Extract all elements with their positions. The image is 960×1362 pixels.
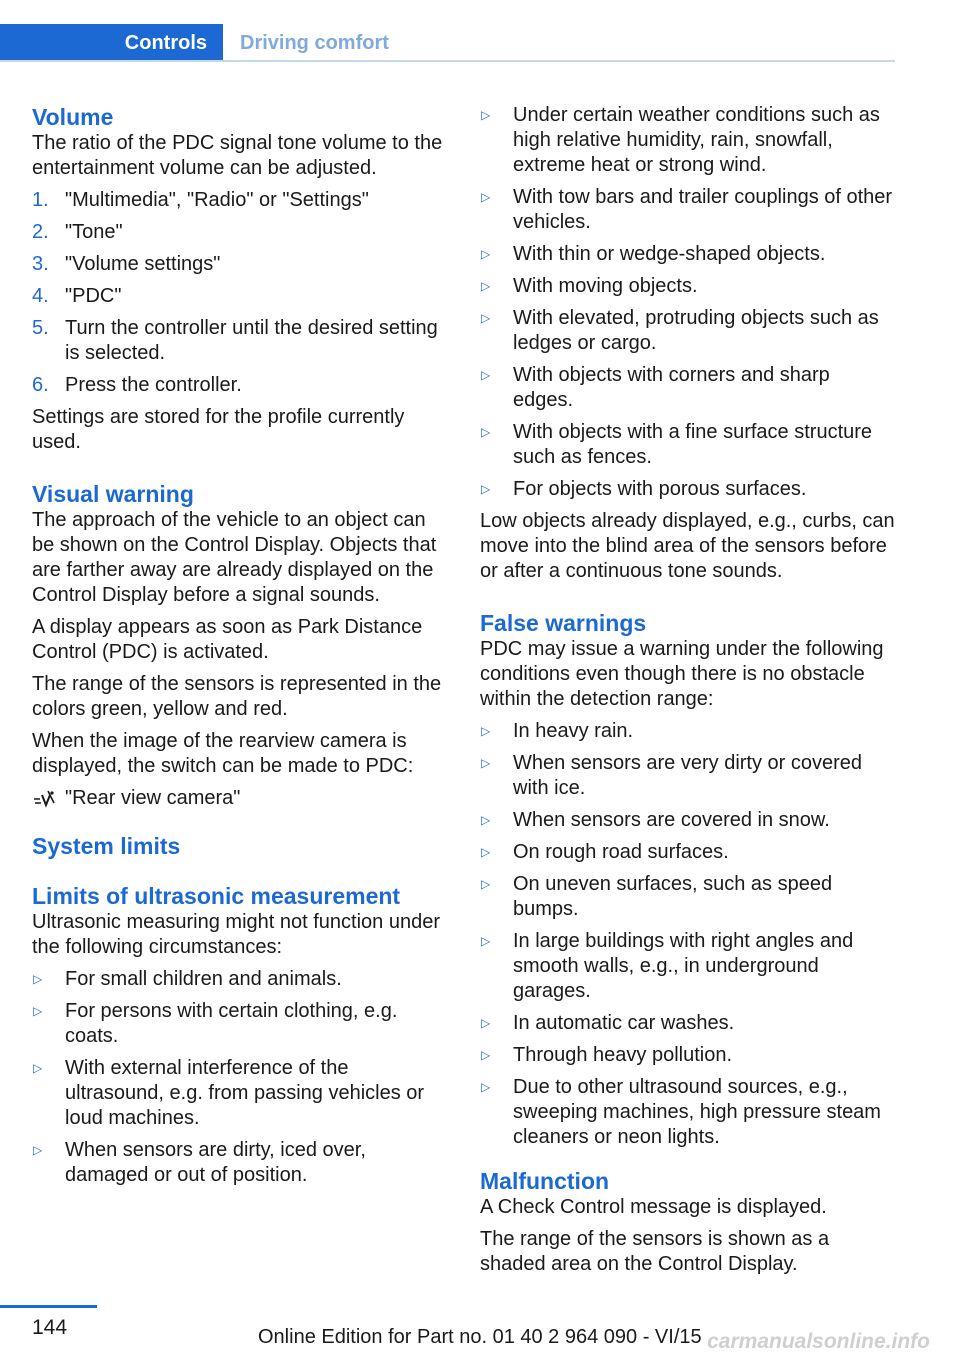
step-item: 4. "PDC" [32,285,122,307]
volume-steps [32,188,447,398]
header-divider [0,60,895,62]
step-item: 1. "Multimedia", "Radio" or "Settings" [32,189,369,211]
list-item: ▷ With thin or wedge-shaped objects. [480,242,895,267]
list-item: ▷ For objects with porous surfaces. [480,477,895,502]
system-limits-heading: System limits [32,833,181,859]
list-item: ▷ Under certain weather conditions such as high relative humidity, rain, snowfall, extreme heat or strong wind. [480,103,895,178]
step-item: 5. Turn the controller until the desired setting is selected. [32,317,438,364]
visual-p4: When the image of the rearview camera is displayed, the switch can be made to PDC: [32,730,414,777]
page-number-bar [0,1305,97,1308]
list-item: ▷ With moving objects. [480,274,895,299]
list-item: ▷ With elevated, protruding objects such as ledges or cargo. [480,306,895,356]
list-item: ▷ In large buildings with right angles and smooth walls, e.g., in underground garages. [480,929,895,1004]
step-item: 3. "Volume settings" [32,253,221,275]
malfunction-p1: A Check Control message is displayed. [480,1196,827,1218]
list-item: ▷ In heavy rain. [480,719,895,744]
false-warnings-heading: False warnings [480,610,647,636]
list-item: ▷ On uneven surfaces, such as speed bumps. [480,872,895,922]
list-item: ▷ When sensors are dirty, iced over, damaged or out of position. [32,1138,447,1188]
volume-note: Settings are stored for the profile currently used. [32,406,405,453]
list-item: ▷ For persons with certain clothing, e.g. coats. [32,999,447,1049]
ultrasonic-intro: Ultrasonic measuring might not function under the following circumstances: [32,911,440,958]
list-item: ▷ With tow bars and trailer couplings of other vehicles. [480,185,895,235]
rear-camera-icon [32,789,56,809]
watermark: carmanualsonline.info [707,1330,930,1353]
step-item: 6. Press the controller. [32,374,242,396]
visual-p3: The range of the sensors is represented in the colors green, yellow and red. [32,673,442,720]
list-item: ▷ In automatic car washes. [480,1011,895,1036]
list-item: ▷ Through heavy pollution. [480,1043,895,1068]
malfunction-heading: Malfunction [480,1168,610,1194]
edition-footer: Online Edition for Part no. 01 40 2 964 090 - VI/15 [258,1326,702,1348]
list-item: ▷ When sensors are very dirty or covered with ice. [480,751,895,801]
list-item: ▷ On rough road surfaces. [480,840,895,865]
malfunction-p2: The range of the sensors is shown as a shaded area on the Control Display. [480,1228,830,1275]
list-item: ▷ When sensors are covered in snow. [480,808,895,833]
page-header [0,24,895,62]
rear-camera-row [32,786,447,811]
false-warnings-intro: PDC may issue a warning under the following conditions even though there is no obstacle within the detection range: [480,638,884,710]
false-warnings-list [480,719,895,1150]
rear-camera-label: "Rear view camera" [65,787,241,809]
low-objects-note: Low objects already displayed, e.g., curbs, can move into the blind area of the sensors before or after a continuous tone sounds. [480,510,895,582]
tab-controls[interactable]: Controls [0,24,223,62]
step-item: 2. "Tone" [32,221,123,243]
volume-heading: Volume [32,104,114,130]
left-column [32,103,447,1195]
right-column [480,103,895,1284]
list-item: ▷ Due to other ultrasound sources, e.g., sweeping machines, high pressure steam cleaners or neon lights. [480,1075,895,1150]
list-item: ▷ With external interference of the ultrasound, e.g. from passing vehicles or loud machines. [32,1056,447,1131]
visual-p2: A display appears as soon as Park Distance Control (PDC) is activated. [32,616,423,663]
volume-intro: The ratio of the PDC signal tone volume to the entertainment volume can be adjusted. [32,132,443,179]
ultrasonic-list [32,967,447,1188]
list-item: ▷ With objects with corners and sharp edges. [480,363,895,413]
list-item: ▷ For small children and animals. [32,967,447,992]
ultrasonic-list-cont [480,103,895,502]
page-number: 144 [32,1316,68,1339]
ultrasonic-limits-heading: Limits of ultrasonic measurement [32,883,401,909]
visual-p1: The approach of the vehicle to an object can be shown on the Control Display. Objects that are farther away are already displayed on the Control Display before a signal sounds. [32,509,437,606]
visual-warning-heading: Visual warning [32,481,194,507]
list-item: ▷ With objects with a fine surface structure such as fences. [480,420,895,470]
tab-driving-comfort[interactable]: Driving comfort [240,31,389,54]
